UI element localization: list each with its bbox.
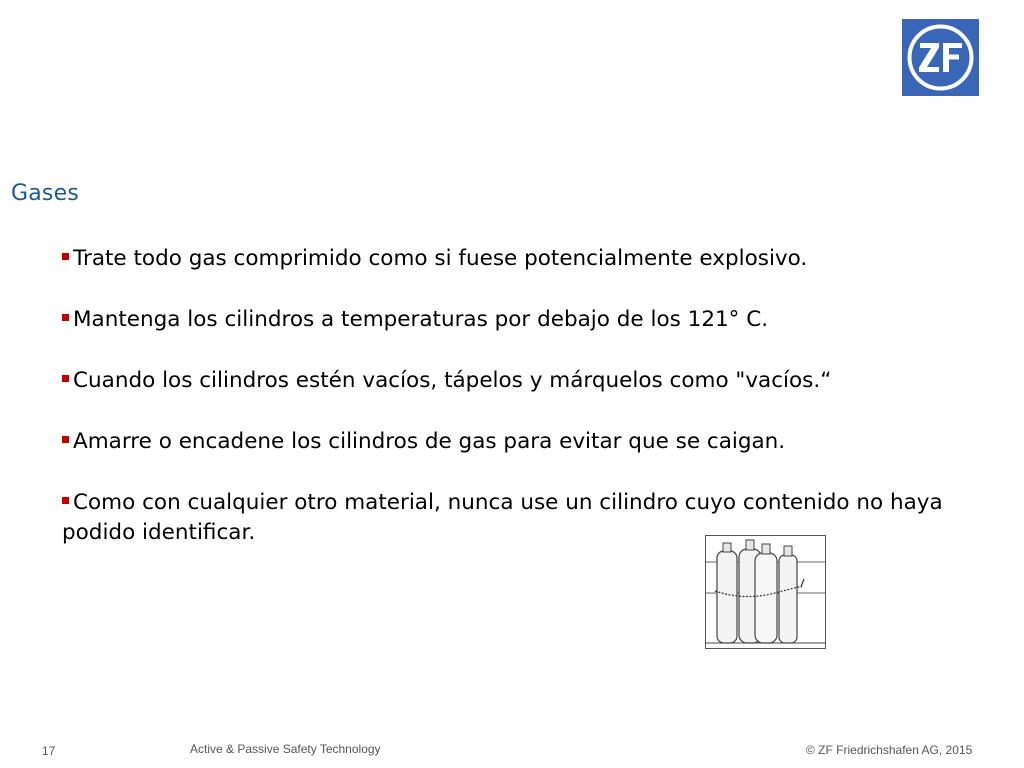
bullet-marker bbox=[62, 436, 69, 443]
section-title: Gases bbox=[11, 181, 79, 206]
zf-logo-icon bbox=[902, 19, 979, 96]
page-number: 17 bbox=[42, 744, 56, 758]
bullet-item bbox=[62, 366, 992, 396]
bullet-item bbox=[62, 488, 992, 548]
bullet-text: Mantenga los cilindros a temperaturas por debajo de los 121° C. bbox=[73, 307, 769, 332]
bullet-item bbox=[62, 427, 992, 457]
bullet-text: Trate todo gas comprimido como si fuese potencialmente explosivo. bbox=[73, 246, 808, 271]
bullet-text: Amarre o encadene los cilindros de gas para evitar que se caigan. bbox=[73, 429, 786, 454]
bullet-marker bbox=[62, 253, 69, 260]
bullet-list bbox=[62, 244, 992, 579]
gas-cylinders-chained-illustration bbox=[705, 535, 826, 649]
bullet-marker bbox=[62, 497, 69, 504]
footer-title: Active & Passive Safety Technology bbox=[190, 742, 381, 756]
bullet-marker bbox=[62, 375, 69, 382]
bullet-text: Cuando los cilindros estén vacíos, tápelos y márquelos como "vacíos.“ bbox=[73, 368, 832, 393]
bullet-item bbox=[62, 305, 992, 335]
bullet-item bbox=[62, 244, 992, 274]
bullet-text: Como con cualquier otro material, nunca use un cilindro cuyo contenido no haya podido identificar. bbox=[62, 490, 943, 545]
bullet-marker bbox=[62, 314, 69, 321]
copyright-text: © ZF Friedrichshafen AG, 2015 bbox=[806, 743, 973, 757]
